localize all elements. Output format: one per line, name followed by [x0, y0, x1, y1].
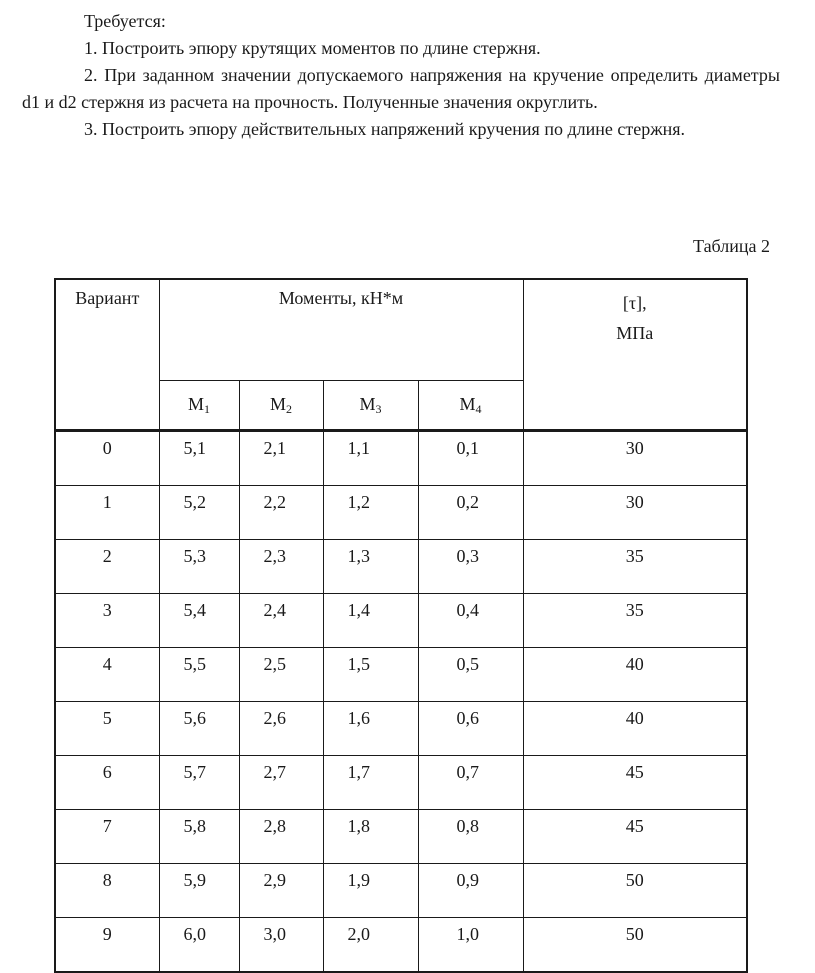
cell-m4: 0,3 [418, 540, 523, 594]
header-m3: $М_3$ [323, 381, 418, 431]
cell-variant: 4 [55, 648, 159, 702]
cell-tau: 45 [523, 756, 747, 810]
cell-tau: 40 [523, 648, 747, 702]
cell-m4: 0,5 [418, 648, 523, 702]
cell-m1: 5,1 [159, 431, 239, 486]
cell-variant: 3 [55, 594, 159, 648]
cell-m3: 2,0 [323, 918, 418, 973]
cell-m2: 3,0 [239, 918, 323, 973]
table-row [55, 594, 747, 648]
cell-m1: 5,9 [159, 864, 239, 918]
cell-m4: 0,9 [418, 864, 523, 918]
header-m1: $М_1$ [159, 381, 239, 431]
variants-table [54, 278, 748, 973]
header-tau [523, 279, 747, 431]
cell-variant: 7 [55, 810, 159, 864]
cell-m3: 1,5 [323, 648, 418, 702]
task-text [22, 8, 780, 143]
table-row [55, 810, 747, 864]
table-row [55, 648, 747, 702]
cell-m4: 0,2 [418, 486, 523, 540]
cell-variant: 0 [55, 431, 159, 486]
cell-m4: 0,1 [418, 431, 523, 486]
header-moments: Моменты, кН*м [159, 279, 523, 381]
header-variant: Вариант [55, 279, 159, 431]
table-row [55, 918, 747, 973]
header-tau-symbol: [τ], [622, 293, 647, 313]
cell-m1: 6,0 [159, 918, 239, 973]
cell-tau: 35 [523, 594, 747, 648]
cell-m4: 1,0 [418, 918, 523, 973]
cell-tau: 30 [523, 431, 747, 486]
header-m4: $М_4$ [418, 381, 523, 431]
table-row [55, 486, 747, 540]
header-tau-unit: МПа [616, 323, 654, 343]
task-item-2: 2. При заданном значении допускаемого напряжения на кручение определить диаметры d1 и d2 стержня из расчета на прочность. Полученные значения округлить. [22, 65, 780, 112]
cell-variant: 1 [55, 486, 159, 540]
cell-m3: 1,7 [323, 756, 418, 810]
cell-m1: 5,2 [159, 486, 239, 540]
cell-variant: 8 [55, 864, 159, 918]
table-caption: Таблица 2 [693, 236, 770, 256]
cell-m3: 1,2 [323, 486, 418, 540]
cell-tau: 40 [523, 702, 747, 756]
cell-variant: 5 [55, 702, 159, 756]
cell-tau: 50 [523, 864, 747, 918]
table-row [55, 702, 747, 756]
cell-m4: 0,4 [418, 594, 523, 648]
cell-m2: 2,3 [239, 540, 323, 594]
cell-m3: 1,6 [323, 702, 418, 756]
cell-m1: 5,8 [159, 810, 239, 864]
cell-m1: 5,6 [159, 702, 239, 756]
task-item-1: 1. Построить эпюру крутящих моментов по длине стержня. [84, 38, 541, 58]
cell-m1: 5,4 [159, 594, 239, 648]
cell-m3: 1,3 [323, 540, 418, 594]
cell-m1: 5,5 [159, 648, 239, 702]
cell-m2: 2,7 [239, 756, 323, 810]
cell-m2: 2,6 [239, 702, 323, 756]
cell-m1: 5,3 [159, 540, 239, 594]
cell-m4: 0,7 [418, 756, 523, 810]
cell-m2: 2,8 [239, 810, 323, 864]
table-row [55, 540, 747, 594]
cell-tau: 50 [523, 918, 747, 973]
task-heading: Требуется: [84, 11, 166, 31]
cell-m4: 0,8 [418, 810, 523, 864]
cell-tau: 45 [523, 810, 747, 864]
table-row [55, 864, 747, 918]
cell-m3: 1,1 [323, 431, 418, 486]
cell-m2: 2,9 [239, 864, 323, 918]
cell-variant: 6 [55, 756, 159, 810]
cell-m4: 0,6 [418, 702, 523, 756]
cell-variant: 9 [55, 918, 159, 973]
cell-m2: 2,4 [239, 594, 323, 648]
table-row [55, 756, 747, 810]
cell-m1: 5,7 [159, 756, 239, 810]
cell-m2: 2,2 [239, 486, 323, 540]
task-item-3: 3. Построить эпюру действительных напряжений кручения по длине стержня. [84, 119, 686, 139]
cell-tau: 35 [523, 540, 747, 594]
header-m2: $М_2$ [239, 381, 323, 431]
cell-m3: 1,4 [323, 594, 418, 648]
cell-variant: 2 [55, 540, 159, 594]
cell-m2: 2,5 [239, 648, 323, 702]
cell-m2: 2,1 [239, 431, 323, 486]
cell-m3: 1,8 [323, 810, 418, 864]
cell-tau: 30 [523, 486, 747, 540]
table-row [55, 431, 747, 486]
cell-m3: 1,9 [323, 864, 418, 918]
